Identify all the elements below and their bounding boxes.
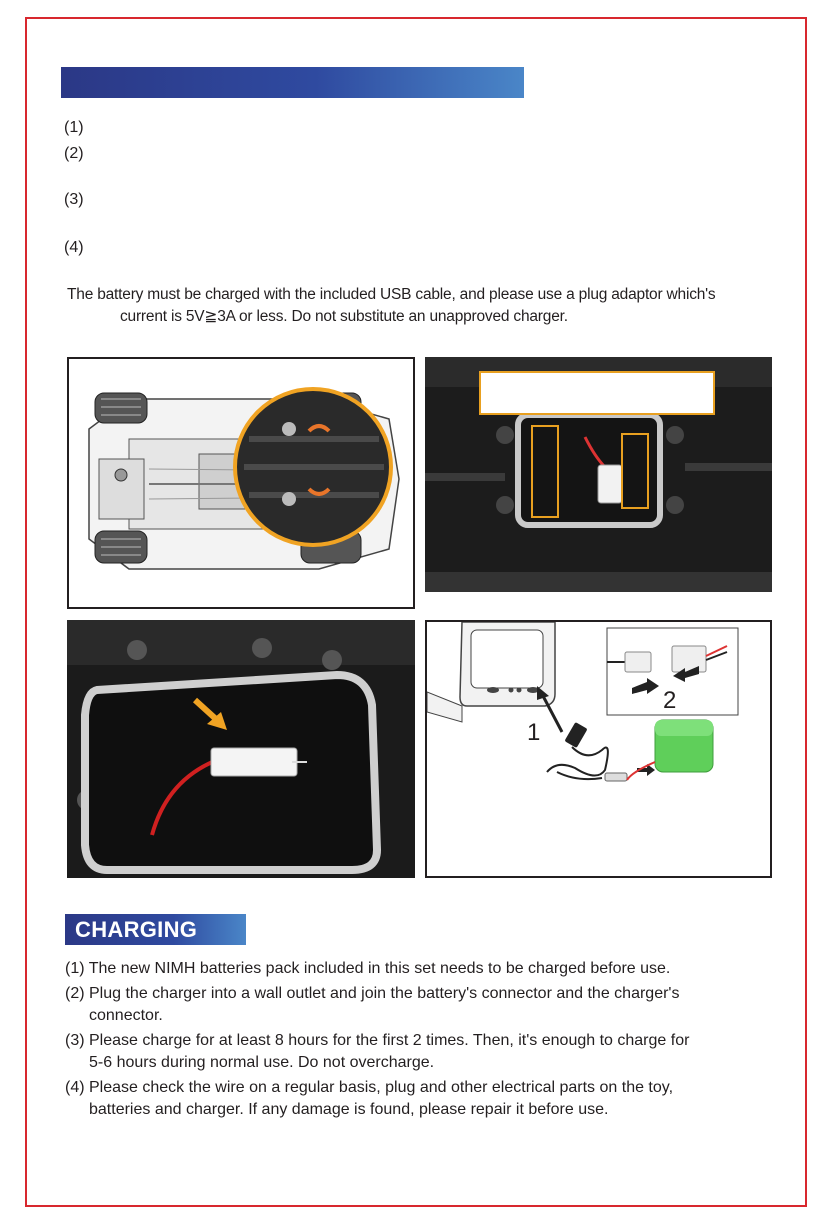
- figure-car-underside: [67, 357, 415, 609]
- charging-item-3-cont: 5-6 hours during normal use. Do not overcharge.: [89, 1054, 435, 1071]
- charging-item-4-cont: batteries and charger. If any damage is found, please repair it before use.: [89, 1101, 609, 1118]
- figure-battery-compartment: [425, 357, 772, 609]
- charging-item-3: [65, 1030, 785, 1074]
- step-3-label: (3): [64, 191, 84, 208]
- charging-item-4-text: (4) Please check the wire on a regular basis, plug and other electrical parts on the toy,: [65, 1079, 674, 1096]
- charging-item-3-text: (3) Please charge for at least 8 hours for the first 2 times. Then, it's enough to charge for: [65, 1032, 690, 1049]
- charging-item-2: [65, 983, 785, 1027]
- figure-charger-diagram: [425, 620, 772, 878]
- charging-instructions: [65, 958, 785, 1123]
- charger-step-1: 1: [527, 719, 541, 746]
- charging-item-2-text: (2) Plug the charger into a wall outlet and join the battery's connector and the charger's: [65, 985, 680, 1002]
- notice-line-1: The battery must be charged with the included USB cable, and please use a plug adaptor which's: [67, 286, 716, 303]
- notice-line-2: current is 5V≧3A or less. Do not substitute an unapproved charger.: [120, 308, 568, 325]
- charger-notice: [67, 284, 787, 328]
- section-header-bar: [61, 67, 524, 98]
- step-1-label: (1): [64, 119, 84, 136]
- charging-item-1: [65, 958, 785, 980]
- charging-item-2-cont: connector.: [89, 1007, 163, 1024]
- car-underside-illustration: [69, 359, 413, 607]
- compartment-photo: [425, 357, 772, 609]
- figure-connector-closeup: [67, 620, 415, 878]
- connector-photo: [67, 620, 415, 878]
- step-4-label: (4): [64, 239, 84, 256]
- step-2-label: (2): [64, 145, 84, 162]
- charger-step-2: 2: [663, 687, 677, 714]
- charging-item-4: [65, 1077, 785, 1121]
- charging-section-title: CHARGING: [65, 914, 246, 945]
- charger-illustration: [427, 622, 770, 876]
- charging-item-1-text: (1) The new NIMH batteries pack included in this set needs to be charged before use.: [65, 960, 671, 977]
